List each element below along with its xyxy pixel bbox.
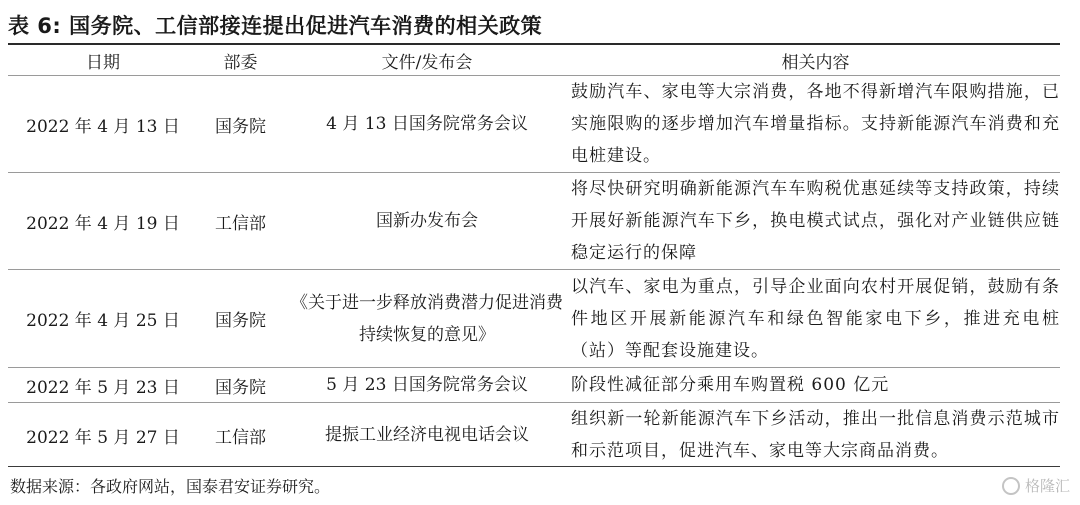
- policy-table: [8, 45, 1060, 467]
- table-row: [8, 173, 1060, 270]
- cell-document: 5 月 23 日国务院常务会议: [283, 368, 571, 403]
- table-bottom-rule: [8, 466, 1060, 467]
- watermark: [1002, 475, 1070, 496]
- cell-date: 2022 年 5 月 23 日: [8, 368, 198, 403]
- cell-department: 国务院: [198, 368, 283, 403]
- table-title: 表 6: 国务院、工信部接连提出促进汽车消费的相关政策: [8, 14, 543, 38]
- cell-document: 提振工业经济电视电话会议: [325, 425, 529, 445]
- cell-date: 2022 年 4 月 25 日: [8, 270, 198, 368]
- table-row: [8, 368, 1060, 403]
- cell-date: 2022 年 4 月 19 日: [8, 173, 198, 270]
- column-header-department: 部委: [198, 45, 283, 76]
- source-note: 数据来源：各政府网站，国泰君安证券研究。: [10, 477, 331, 496]
- table-header-row: [8, 45, 1060, 76]
- column-header-date: 日期: [8, 45, 198, 76]
- cell-document: 4 月 13 日国务院常务会议: [283, 76, 571, 173]
- cell-content: 将尽快研究明确新能源汽车车购税优惠延续等支持政策，持续开展好新能源汽车下乡，换电模式试点，强化对产业链供应链稳定运行的保障: [571, 173, 1060, 270]
- cell-date: 2022 年 4 月 13 日: [8, 76, 198, 173]
- cell-department: 国务院: [198, 270, 283, 368]
- column-header-document: 文件/发布会: [283, 45, 571, 76]
- table-row: [8, 403, 1060, 468]
- cell-department: 工信部: [198, 173, 283, 270]
- cell-document: 国新办发布会: [283, 173, 571, 270]
- cell-date: 2022 年 5 月 27 日: [26, 427, 180, 448]
- cell-department: 国务院: [198, 76, 283, 173]
- watermark-logo-icon: [1002, 477, 1020, 495]
- cell-department: 工信部: [215, 427, 266, 448]
- cell-content: 鼓励汽车、家电等大宗消费，各地不得新增汽车限购措施，已实施限购的逐步增加汽车增量指标。支持新能源汽车消费和充电桩建设。: [571, 76, 1060, 173]
- table-row: [8, 76, 1060, 173]
- column-header-content: 相关内容: [571, 45, 1060, 76]
- table-row: [8, 270, 1060, 368]
- cell-content: 阶段性减征部分乘用车购置税 600 亿元: [571, 368, 1060, 403]
- cell-document: 《关于进一步释放消费潜力促进消费持续恢复的意见》: [283, 270, 571, 368]
- cell-content: 组织新一轮新能源汽车下乡活动，推出一批信息消费示范城市和示范项目，促进汽车、家电等大宗商品消费。: [571, 409, 1060, 461]
- watermark-text: 格隆汇: [1024, 477, 1070, 495]
- cell-content: 以汽车、家电为重点，引导企业面向农村开展促销，鼓励有条件地区开展新能源汽车和绿色智能家电下乡，推进充电桩（站）等配套设施建设。: [571, 270, 1060, 368]
